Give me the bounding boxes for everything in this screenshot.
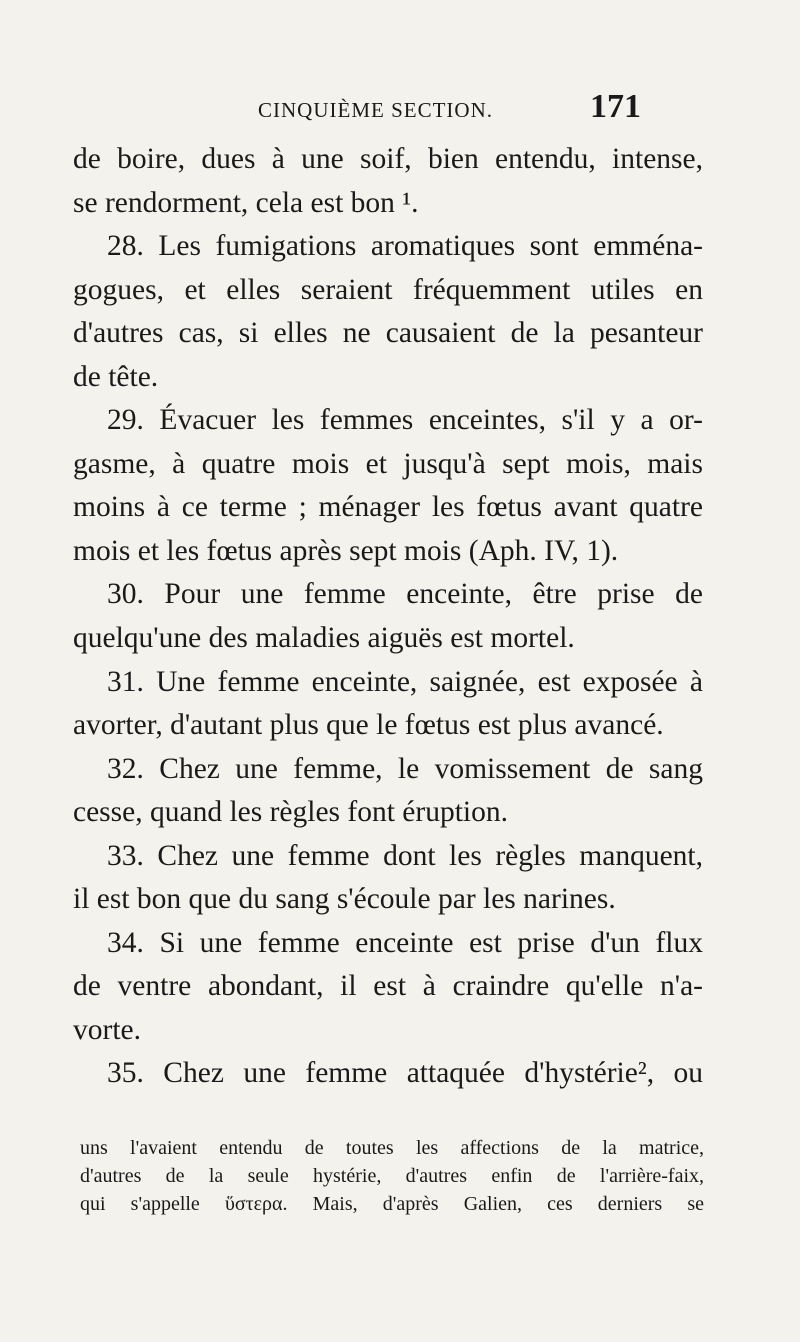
footnote-line: d'autres de la seule hystérie, d'autres enfin de l'arrière-faix,	[80, 1165, 704, 1187]
text-line: avorter, d'autant plus que le fœtus est plus avancé.	[73, 709, 664, 742]
text-line: vorte.	[73, 1013, 141, 1046]
running-head	[0, 88, 800, 136]
text-line: gogues, et elles seraient fréquemment utiles en	[73, 273, 703, 306]
text-line: 34. Si une femme enceinte est prise d'un flux	[107, 926, 703, 959]
text-line: cesse, quand les règles font éruption.	[73, 796, 508, 829]
text-line: d'autres cas, si elles ne causaient de la pesanteur	[73, 317, 703, 350]
text-line: 29. Évacuer les femmes enceintes, s'il y a or-	[107, 404, 703, 437]
text-line: 30. Pour une femme enceinte, être prise de	[107, 578, 703, 611]
text-line: 33. Chez une femme dont les règles manquent,	[107, 839, 703, 872]
text-line: gasme, à quatre mois et jusqu'à sept mois, mais	[73, 447, 703, 480]
page-number: 171	[590, 88, 641, 125]
text-line: 35. Chez une femme attaquée d'hystérie², ou	[107, 1057, 703, 1090]
text-line: quelqu'une des maladies aiguës est mortel.	[73, 622, 575, 655]
text-line: de boire, dues à une soif, bien entendu, intense,	[73, 143, 703, 175]
section-title: CINQUIÈME SECTION.	[258, 98, 493, 122]
text-line: de tête.	[73, 360, 159, 393]
text-line: de ventre abondant, il est à craindre qu'elle n'a-	[73, 970, 703, 1003]
text-line: se rendorment, cela est bon ¹.	[73, 186, 419, 219]
footnote-line: qui s'appelle ὕστερα. Mais, d'après Galien, ces derniers se	[80, 1193, 704, 1215]
body-text	[73, 138, 703, 1096]
text-line: 32. Chez une femme, le vomissement de sang	[107, 752, 703, 785]
text-line: mois et les fœtus après sept mois (Aph. IV, 1).	[73, 534, 619, 567]
text-line: 28. Les fumigations aromatiques sont emména-	[107, 230, 703, 263]
footnotes	[80, 1134, 704, 1218]
text-line: 31. Une femme enceinte, saignée, est exposée à	[107, 665, 703, 698]
footnote-line: uns l'avaient entendu de toutes les affections de la matrice,	[80, 1137, 704, 1159]
text-line: moins à ce terme ; ménager les fœtus avant quatre	[73, 491, 703, 524]
text-line: il est bon que du sang s'écoule par les narines.	[73, 883, 616, 916]
